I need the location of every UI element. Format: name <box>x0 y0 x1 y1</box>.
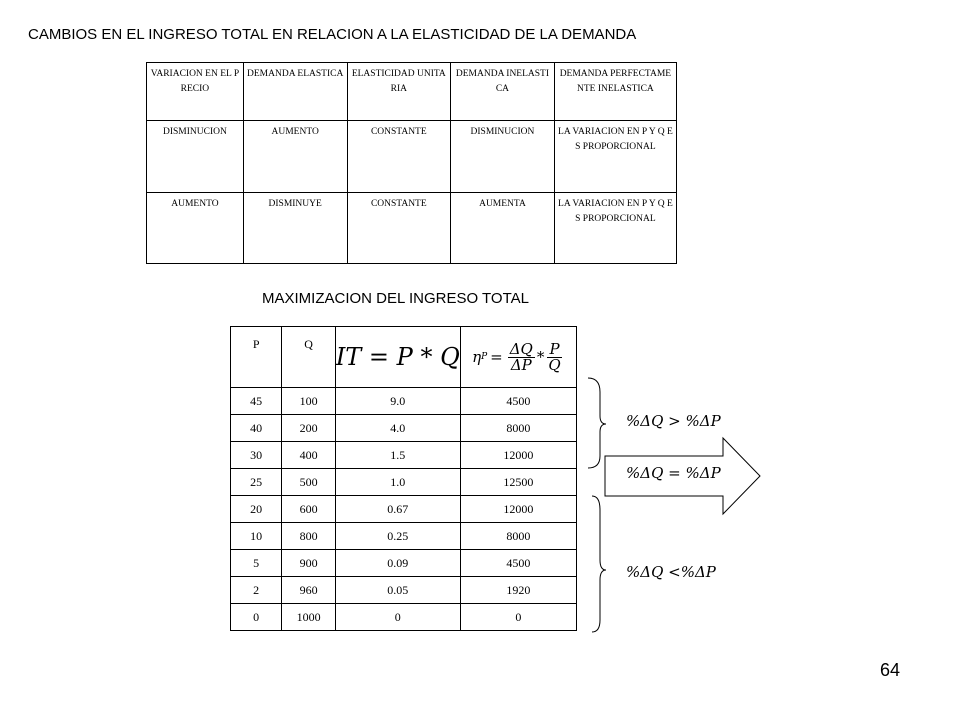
relation-equal: %ΔQ = %ΔP <box>626 464 721 482</box>
cell-revenue: 4500 <box>460 388 576 415</box>
header-cell: VARIACION EN EL PRECIO <box>147 63 244 121</box>
cell-q: 1000 <box>282 604 336 631</box>
cell-elasticity: 0 <box>335 604 460 631</box>
table-cell: DISMINUYE <box>243 193 347 264</box>
cell-p: 10 <box>231 523 282 550</box>
cell-q: 500 <box>282 469 336 496</box>
cell-p: 5 <box>231 550 282 577</box>
cell-revenue: 4500 <box>460 550 576 577</box>
relation-greater: %ΔQ > %ΔP <box>626 412 721 430</box>
cell-p: 25 <box>231 469 282 496</box>
cell-q: 400 <box>282 442 336 469</box>
times-sign: * <box>536 348 545 366</box>
cell-p: 30 <box>231 442 282 469</box>
cell-elasticity: 1.5 <box>335 442 460 469</box>
header-cell-p: P <box>231 327 282 388</box>
table-cell: CONSTANTE <box>347 121 451 193</box>
cell-q: 900 <box>282 550 336 577</box>
table-cell: CONSTANTE <box>347 193 451 264</box>
equals-sign: = <box>490 348 503 366</box>
cell-q: 200 <box>282 415 336 442</box>
cell-revenue: 1920 <box>460 577 576 604</box>
cell-p: 40 <box>231 415 282 442</box>
cell-elasticity: 9.0 <box>335 388 460 415</box>
fraction-numerator: ΔQ <box>509 339 533 358</box>
cell-elasticity: 4.0 <box>335 415 460 442</box>
cell-revenue: 12000 <box>460 496 576 523</box>
eta-subscript: P <box>481 352 488 362</box>
bracket-top <box>588 378 606 468</box>
cell-revenue: 12500 <box>460 469 576 496</box>
page-number: 64 <box>880 660 901 680</box>
header-cell: DEMANDA ELASTICA <box>243 63 347 121</box>
it-formula: IT = P * Q <box>335 343 460 371</box>
table-cell: AUMENTO <box>243 121 347 193</box>
bracket-bottom <box>592 496 606 632</box>
table-cell: DISMINUCION <box>451 121 555 193</box>
eta-symbol: η <box>472 348 482 366</box>
page-title: CAMBIOS EN EL INGRESO TOTAL EN RELACION A LA ELASTICIDAD DE LA DEMANDA <box>28 26 637 43</box>
header-cell: DEMANDA INELASTICA <box>451 63 555 121</box>
cell-elasticity: 1.0 <box>335 469 460 496</box>
cell-elasticity: 0.67 <box>335 496 460 523</box>
cell-p: 2 <box>231 577 282 604</box>
table-cell: LA VARIACION EN P Y Q ES PROPORCIONAL <box>554 121 676 193</box>
cell-p: 45 <box>231 388 282 415</box>
cell-revenue: 8000 <box>460 415 576 442</box>
cell-elasticity: 0.09 <box>335 550 460 577</box>
cell-elasticity: 0.05 <box>335 577 460 604</box>
table-cell: AUMENTO <box>147 193 244 264</box>
cell-q: 800 <box>282 523 336 550</box>
table-cell: AUMENTA <box>451 193 555 264</box>
cell-revenue: 0 <box>460 604 576 631</box>
fraction-numerator: P <box>549 339 560 358</box>
header-cell: DEMANDA PERFECTAMENTE INELASTICA <box>554 63 676 121</box>
fraction-denominator: Q <box>548 355 561 374</box>
table-cell: DISMINUCION <box>147 121 244 193</box>
cell-elasticity: 0.25 <box>335 523 460 550</box>
header-cell-q: Q <box>282 327 336 388</box>
cell-q: 100 <box>282 388 336 415</box>
cell-q: 600 <box>282 496 336 523</box>
cell-p: 0 <box>231 604 282 631</box>
fraction-denominator: ΔP <box>510 355 532 374</box>
cell-p: 20 <box>231 496 282 523</box>
cell-revenue: 8000 <box>460 523 576 550</box>
table-cell: LA VARIACION EN P Y Q ES PROPORCIONAL <box>554 193 676 264</box>
section-subtitle: MAXIMIZACION DEL INGRESO TOTAL <box>262 290 529 307</box>
cell-q: 960 <box>282 577 336 604</box>
header-cell: ELASTICIDAD UNITARIA <box>347 63 451 121</box>
relation-less: %ΔQ <%ΔP <box>626 563 716 581</box>
cell-revenue: 12000 <box>460 442 576 469</box>
